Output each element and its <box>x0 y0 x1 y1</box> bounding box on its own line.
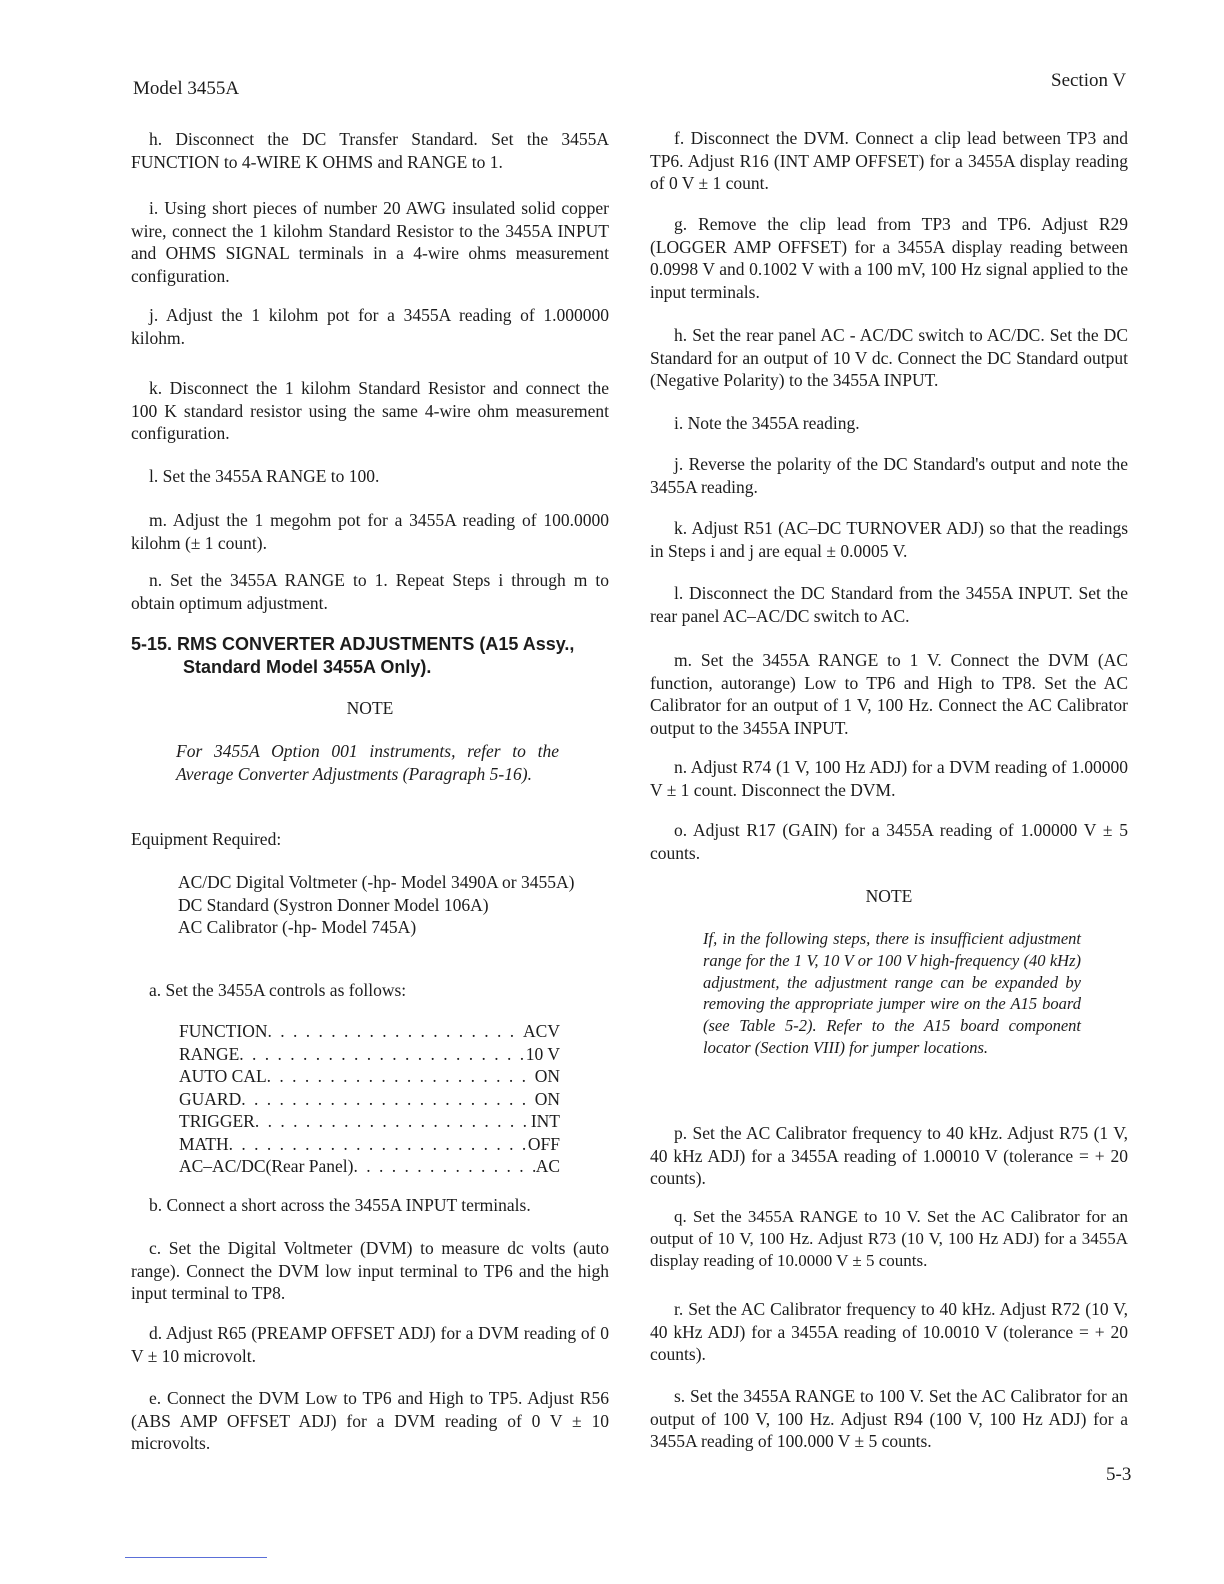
step-f: f. Disconnect the DVM. Connect a clip lead between TP3 and TP6. Adjust R16 (INT AMP OFFSET) for a 3455A display reading of 0 V ± 1 count. <box>650 128 1128 193</box>
equipment-item: AC/DC Digital Voltmeter (-hp- Model 3490A or 3455A) <box>178 872 575 892</box>
controls-table <box>179 1020 560 1178</box>
equipment-item: AC Calibrator (-hp- Model 745A) <box>178 917 417 937</box>
control-value: ACV <box>523 1021 560 1041</box>
note-title-right: NOTE <box>865 886 913 906</box>
step-d: d. Adjust R65 (PREAMP OFFSET ADJ) for a DVM reading of 0 V ± 10 microvolt. <box>131 1323 609 1366</box>
step-n: n. Set the 3455A RANGE to 1. Repeat Steps i through m to obtain optimum adjustment. <box>131 570 609 613</box>
note-text-right: If, in the following steps, there is insufficient adjustment range for the 1 V, 10 V or 100 V high-frequency (40 kHz) adjustment, the adjustment range can be expanded by removing the appropriate jumper wire on the A15 board (see Table 5-2). Refer to the A15 board component locator (Section VIII) for jumper locations. <box>703 929 1081 1057</box>
header-section: Section V <box>1051 70 1127 91</box>
footer-rule <box>125 1557 267 1558</box>
control-row <box>179 1065 560 1088</box>
step-m: m. Adjust the 1 megohm pot for a 3455A reading of 100.0000 kilohm (± 1 count). <box>131 510 609 553</box>
step-k-right: k. Adjust R51 (AC–DC TURNOVER ADJ) so that the readings in Steps i and j are equal ± 0.0005 V. <box>650 518 1128 561</box>
control-value: AC <box>535 1156 560 1176</box>
step-b: b. Connect a short across the 3455A INPUT terminals. <box>149 1195 531 1215</box>
control-name: AUTO CAL <box>179 1066 267 1086</box>
header-model: Model 3455A <box>133 78 240 99</box>
step-g: g. Remove the clip lead from TP3 and TP6. Adjust R29 (LOGGER AMP OFFSET) for a 3455A display reading between 0.0998 V and 0.1002 V with a 100 mV, 100 Hz signal applied to the input terminals. <box>650 214 1128 302</box>
control-row <box>179 1043 560 1066</box>
control-name: FUNCTION <box>179 1021 268 1041</box>
control-name: AC–AC/DC(Rear Panel) <box>179 1156 354 1176</box>
equipment-list <box>178 871 608 939</box>
control-row <box>179 1110 560 1133</box>
section-heading-line1: 5-15. RMS CONVERTER ADJUSTMENTS (A15 Assy., <box>131 634 575 654</box>
step-s: s. Set the 3455A RANGE to 100 V. Set the AC Calibrator for an output of 100 V, 100 Hz. Adjust R94 (100 V, 100 Hz ADJ) for a 3455A reading of 100.000 V ± 5 counts. <box>650 1386 1128 1451</box>
note-text-left: For 3455A Option 001 instruments, refer to the Average Converter Adjustments (Paragraph 5-16). <box>176 741 559 784</box>
control-row <box>179 1088 560 1111</box>
control-name: GUARD <box>179 1088 242 1109</box>
step-p: p. Set the AC Calibrator frequency to 40 kHz. Adjust R75 (1 V, 40 kHz ADJ) for a 3455A reading of 1.00010 V (tolerance = + 20 counts). <box>650 1123 1128 1188</box>
step-i: i. Using short pieces of number 20 AWG insulated solid copper wire, connect the 1 kilohm Standard Resistor to the 3455A INPUT and OHMS SIGNAL terminals in a 4-wire ohms measurement configuration. <box>131 198 609 286</box>
step-m-right: m. Set the 3455A RANGE to 1 V. Connect the DVM (AC function, autorange) Low to TP6 and High to TP8. Set the AC Calibrator for an output of 1 V, 100 Hz. Connect the AC Calibrator output to the 3455A INPUT. <box>650 650 1128 738</box>
step-j: j. Adjust the 1 kilohm pot for a 3455A reading of 1.000000 kilohm. <box>131 305 609 348</box>
step-q: q. Set the 3455A RANGE to 10 V. Set the AC Calibrator for an output of 10 V, 100 Hz. Adjust R73 (10 V, 100 Hz ADJ) for a 3455A display reading of 10.0000 V ± 5 counts. <box>650 1207 1128 1270</box>
control-name: RANGE <box>179 1043 240 1064</box>
control-row <box>179 1020 560 1043</box>
step-c: c. Set the Digital Voltmeter (DVM) to measure dc volts (auto range). Connect the DVM low input terminal to TP6 and the high input terminal to TP8. <box>131 1238 609 1303</box>
step-n-right: n. Adjust R74 (1 V, 100 Hz ADJ) for a DVM reading of 1.00000 V ± 1 count. Disconnect the DVM. <box>650 757 1128 800</box>
step-l: l. Set the 3455A RANGE to 100. <box>149 466 380 486</box>
section-heading <box>131 633 609 679</box>
page-number: 5-3 <box>1106 1464 1132 1485</box>
control-value: INT <box>530 1111 560 1131</box>
step-h-right: h. Set the rear panel AC - AC/DC switch to AC/DC. Set the DC Standard for an output of 10 V dc. Connect the DC Standard output (Negative Polarity) to the 3455A INPUT. <box>650 325 1128 390</box>
step-l-right: l. Disconnect the DC Standard from the 3455A INPUT. Set the rear panel AC–AC/DC switch to AC. <box>650 583 1128 626</box>
step-h: h. Disconnect the DC Transfer Standard. Set the 3455A FUNCTION to 4-WIRE K OHMS and RANGE to 1. <box>131 129 609 172</box>
step-r: r. Set the AC Calibrator frequency to 40 kHz. Adjust R72 (10 V, 40 kHz ADJ) for a 3455A reading of 10.0010 V (tolerance = + 20 counts). <box>650 1299 1128 1364</box>
step-i-right: i. Note the 3455A reading. <box>674 413 860 433</box>
step-k: k. Disconnect the 1 kilohm Standard Resistor and connect the 100 K standard resistor using the same 4-wire ohm measurement configuration. <box>131 378 609 443</box>
control-name: TRIGGER <box>179 1111 255 1131</box>
step-e: e. Connect the DVM Low to TP6 and High to TP5. Adjust R56 (ABS AMP OFFSET ADJ) for a DVM reading of 0 V ± 10 microvolts. <box>131 1388 609 1453</box>
control-row <box>179 1155 560 1178</box>
step-j-right: j. Reverse the polarity of the DC Standard's output and note the 3455A reading. <box>650 454 1128 497</box>
equipment-item: DC Standard (Systron Donner Model 106A) <box>178 894 489 915</box>
section-heading-line2: Standard Model 3455A Only). <box>183 657 432 677</box>
control-row <box>179 1133 560 1156</box>
control-value: ON <box>534 1066 560 1086</box>
control-value: ON <box>534 1088 560 1109</box>
step-a: a. Set the 3455A controls as follows: <box>149 980 407 1000</box>
control-value: OFF <box>527 1133 560 1154</box>
equipment-label: Equipment Required: <box>131 829 282 849</box>
step-o: o. Adjust R17 (GAIN) for a 3455A reading of 1.00000 V ± 5 counts. <box>650 820 1128 863</box>
control-name: MATH <box>179 1133 229 1154</box>
control-value: 10 V <box>525 1043 560 1064</box>
note-title-left: NOTE <box>346 698 394 718</box>
